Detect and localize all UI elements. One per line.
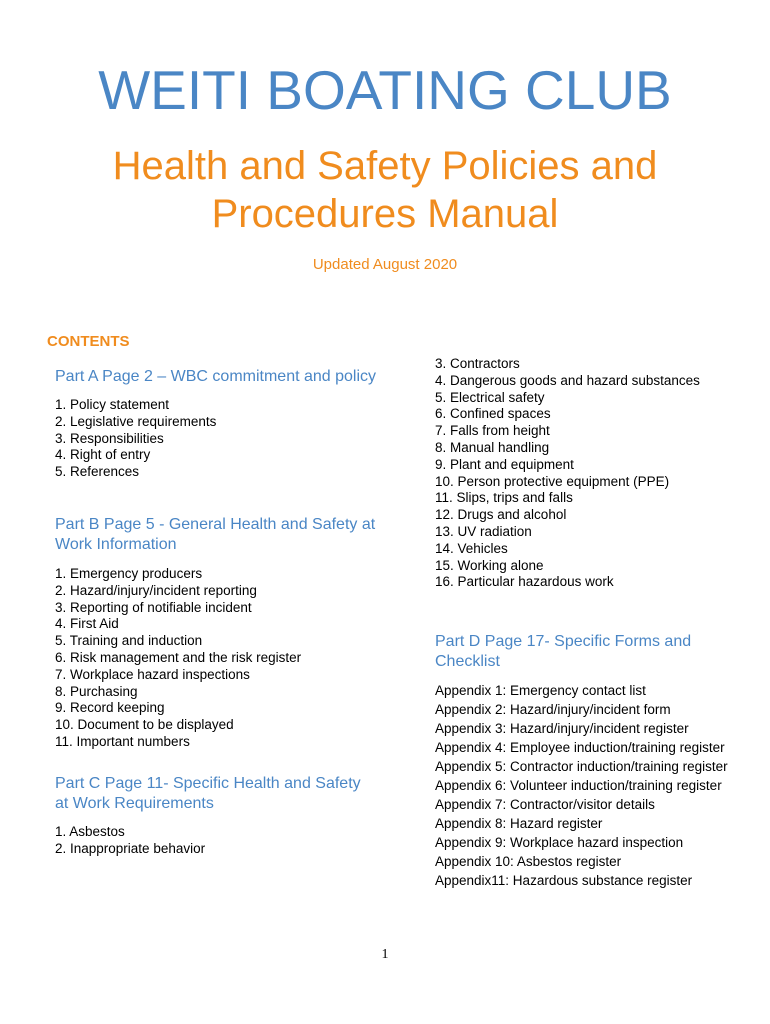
list-item: Appendix 9: Workplace hazard inspection	[435, 835, 684, 850]
list-item: 14. Vehicles	[435, 540, 508, 556]
list-item: Appendix 1: Emergency contact list	[435, 683, 646, 698]
list-item: Appendix 6: Volunteer induction/training register	[435, 778, 722, 793]
list-item: 4. Dangerous goods and hazard substances	[435, 372, 700, 388]
part-c-list-left	[55, 824, 205, 858]
updated-date: Updated August 2020	[312, 256, 458, 273]
list-item: 2. Inappropriate behavior	[55, 840, 206, 856]
part-c-list-right	[435, 356, 700, 591]
list-item: 5. Training and induction	[55, 633, 203, 649]
list-item: 9. Record keeping	[55, 700, 165, 716]
manual-title-line1: Health and Safety Policies and	[112, 144, 658, 188]
club-title: WEITI BOATING CLUB	[98, 59, 672, 121]
part-a-heading: Part A Page 2 – WBC commitment and policy	[55, 368, 377, 385]
part-d-list	[435, 682, 735, 891]
list-item: 10. Person protective equipment (PPE)	[435, 473, 670, 489]
list-item: 11. Important numbers	[55, 733, 190, 749]
part-b-heading-line2: Work Information	[55, 536, 177, 553]
list-item: 1. Emergency producers	[55, 566, 203, 581]
list-item: Appendix 10: Asbestos register	[435, 854, 622, 869]
list-item: 5. References	[55, 464, 140, 480]
list-item: Appendix 4: Employee induction/training register	[435, 740, 725, 755]
list-item: 7. Workplace hazard inspections	[55, 666, 250, 682]
part-b-heading	[55, 515, 375, 555]
list-item: 8. Purchasing	[55, 683, 138, 699]
list-item: 3. Responsibilities	[55, 430, 164, 446]
part-d-heading-line2: Checklist	[435, 653, 500, 670]
list-item: 6. Risk management and the risk register	[55, 649, 302, 665]
list-item: Appendix 8: Hazard register	[435, 816, 603, 831]
list-item: 2. Hazard/injury/incident reporting	[55, 582, 257, 598]
list-item: 4. Right of entry	[55, 447, 151, 463]
part-d-heading	[435, 632, 691, 672]
list-item: Appendix11: Hazardous substance register	[435, 873, 693, 888]
part-c-heading-line2: at Work Requirements	[55, 795, 214, 812]
list-item: 13. UV radiation	[435, 523, 532, 539]
contents-heading: CONTENTS	[47, 333, 130, 350]
list-item: Appendix 7: Contractor/visitor details	[435, 797, 655, 812]
part-b-heading-line1: Part B Page 5 - General Health and Safety at	[55, 516, 376, 533]
list-item: 7. Falls from height	[435, 423, 550, 439]
list-item: 6. Confined spaces	[435, 406, 551, 422]
list-item: 15. Working alone	[435, 557, 544, 573]
list-item: 11. Slips, trips and falls	[435, 490, 573, 506]
list-item: 9. Plant and equipment	[435, 456, 574, 472]
list-item: Appendix 3: Hazard/injury/incident register	[435, 721, 689, 736]
list-item: Appendix 2: Hazard/injury/incident form	[435, 702, 671, 717]
list-item: 16. Particular hazardous work	[435, 574, 614, 590]
list-item: 2. Legislative requirements	[55, 413, 217, 429]
manual-title	[0, 142, 770, 238]
list-item: 5. Electrical safety	[435, 389, 545, 405]
list-item: 1. Asbestos	[55, 824, 125, 839]
list-item: 8. Manual handling	[435, 439, 550, 455]
list-item: 10. Document to be displayed	[55, 717, 234, 733]
list-item: 3. Reporting of notifiable incident	[55, 599, 252, 615]
part-a-list	[55, 397, 216, 481]
part-c-heading-line1: Part C Page 11- Specific Health and Safety	[55, 775, 361, 792]
list-item: 1. Policy statement	[55, 397, 170, 412]
manual-title-line2: Procedures Manual	[211, 192, 559, 236]
part-d-heading-line1: Part D Page 17- Specific Forms and	[435, 633, 692, 650]
list-item: Appendix 5: Contractor induction/training register	[435, 759, 728, 774]
part-c-heading	[55, 774, 361, 814]
part-b-list	[55, 566, 301, 751]
page-number: 1	[381, 947, 389, 962]
list-item: 4. First Aid	[55, 616, 119, 632]
list-item: 12. Drugs and alcohol	[435, 507, 567, 523]
list-item: 3. Contractors	[435, 356, 520, 371]
